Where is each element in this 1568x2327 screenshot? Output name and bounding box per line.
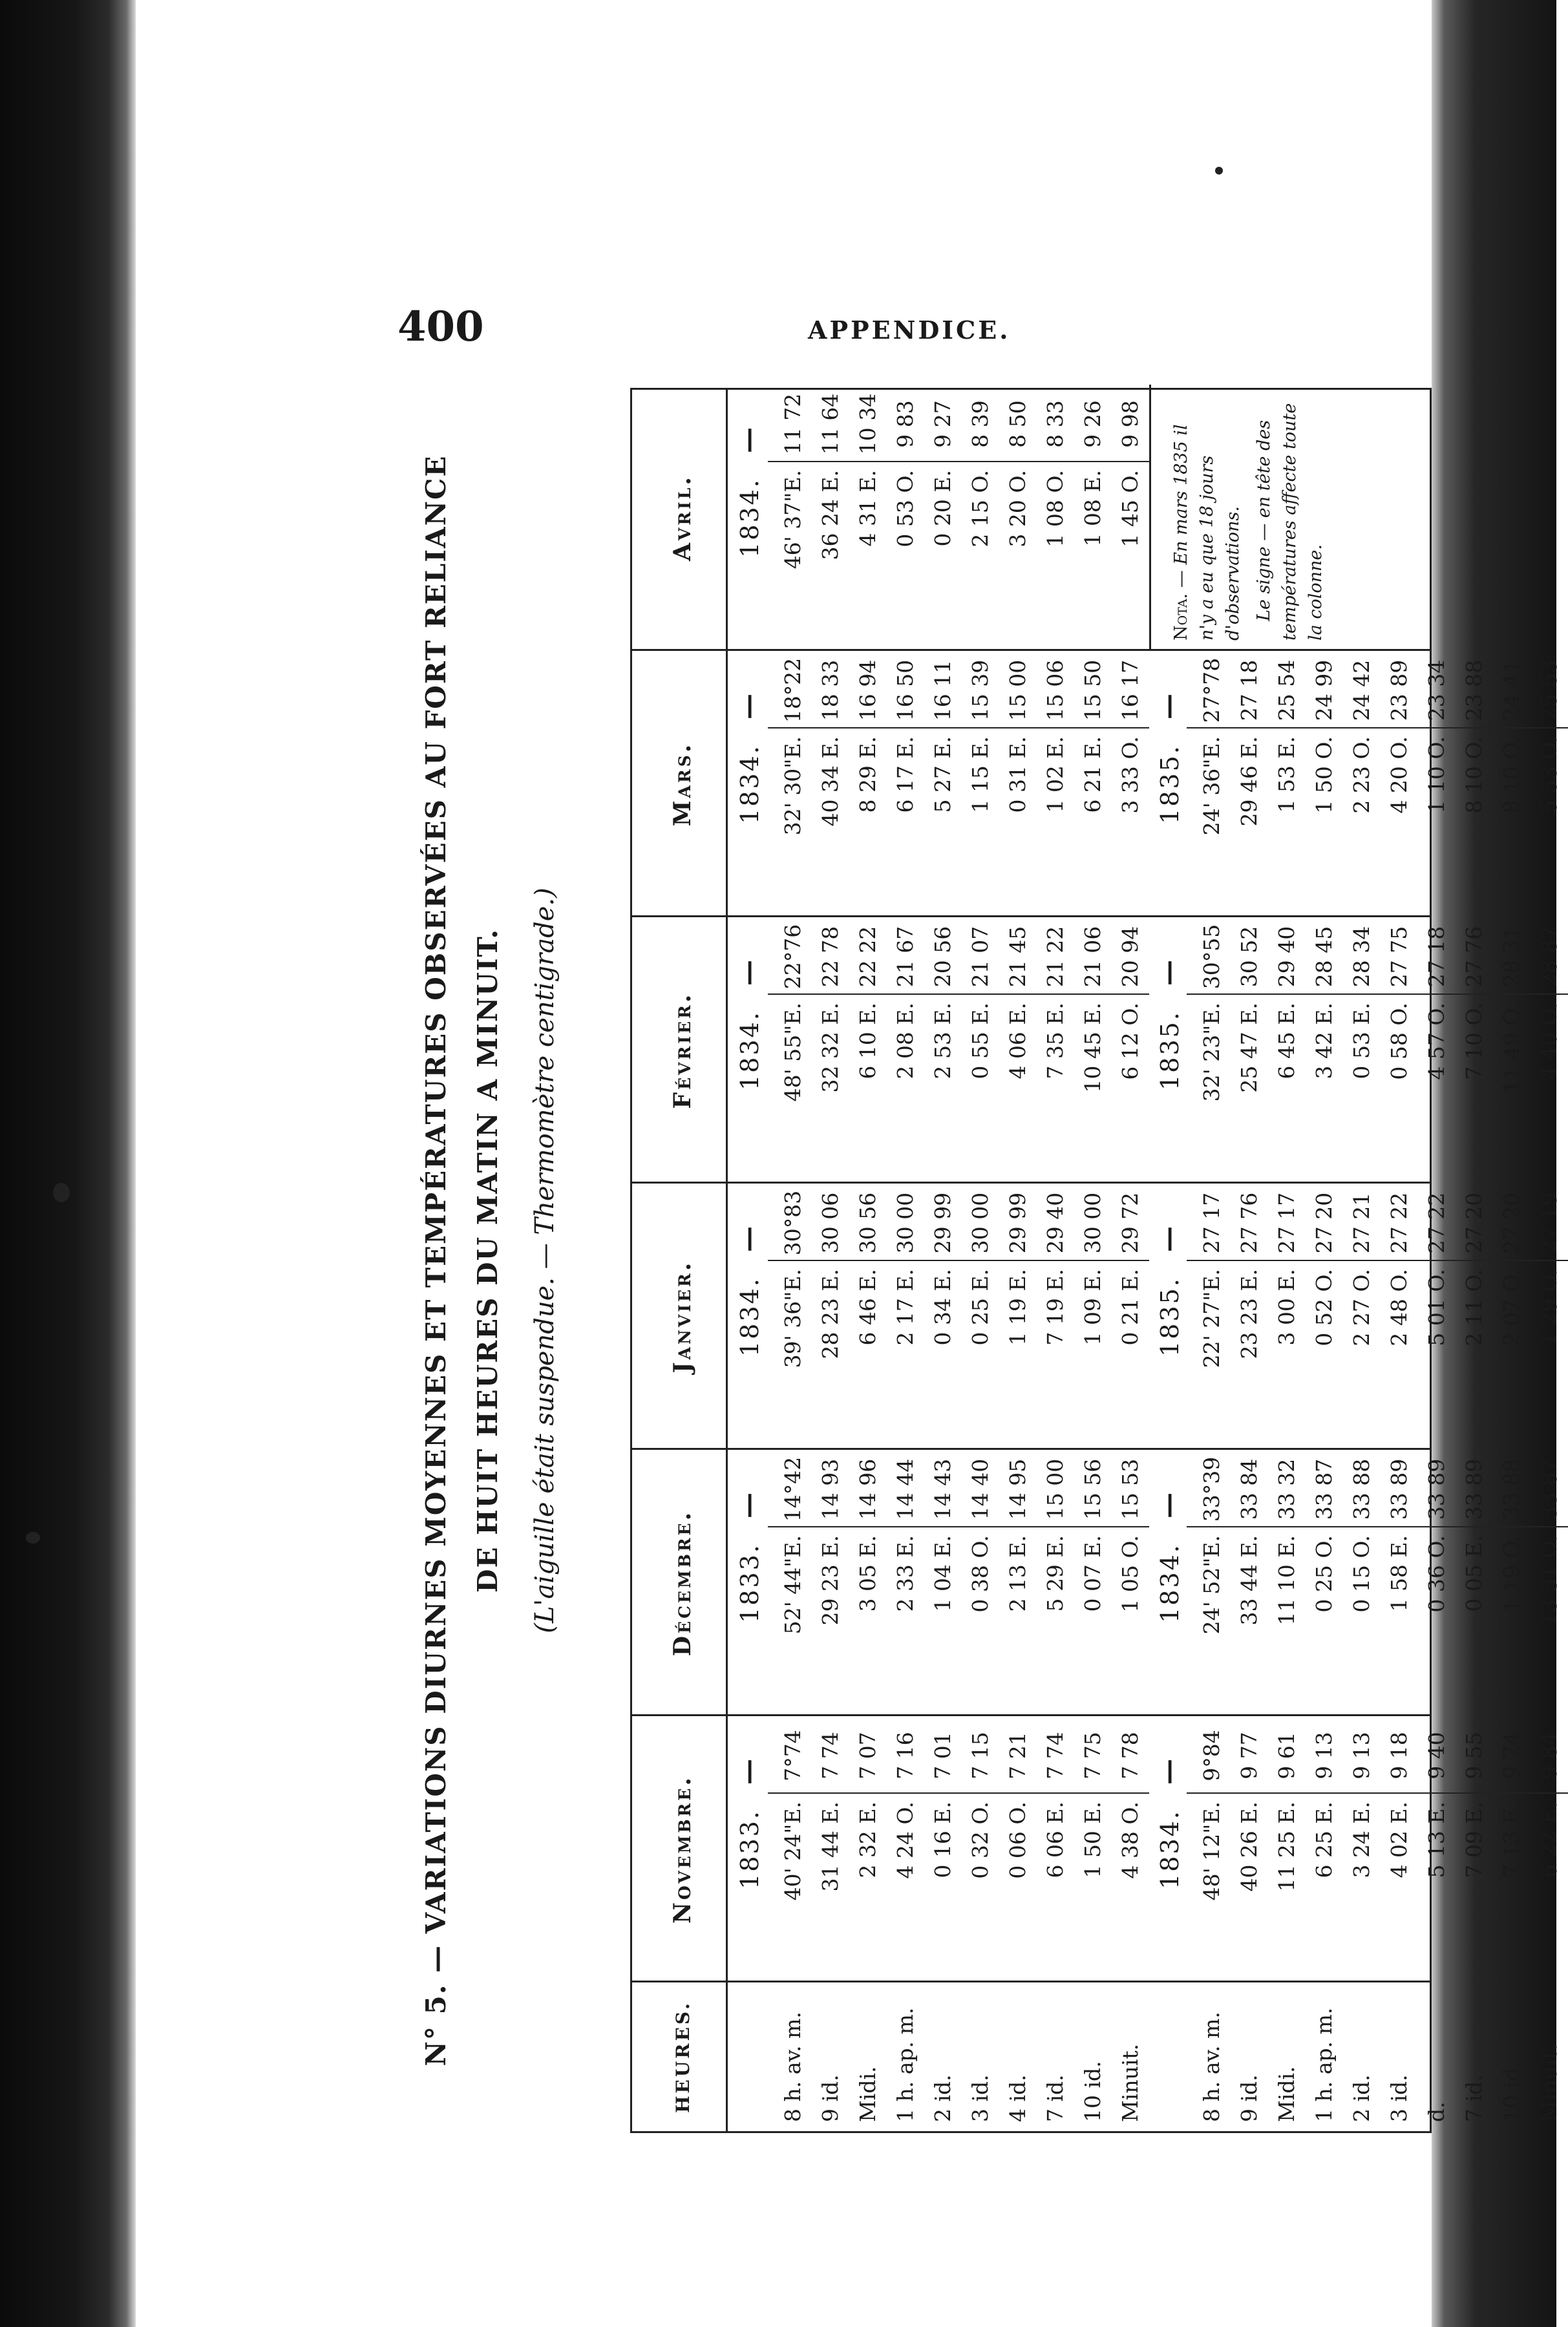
temperature-value: 23 34 [1424,659,1449,721]
declination-value: 5 13 E. [1424,1801,1449,1878]
temperature-value: 10 34 [855,393,880,455]
title-line-1: N° 5. — VARIATIONS DIURNES MOYENNES ET TEMPÉRATURES OBSERVÉES AU FORT RELIANCE [420,454,452,2067]
month-header: Mars. [669,741,696,827]
declination-value: 1 45 O. [1118,470,1143,547]
temperature-value: 14 96 [855,1458,880,1520]
declination-value: 5 27 E. [930,736,955,813]
temperature-value: 22 22 [855,926,880,988]
declination-value: 8 10 O. [1499,736,1524,814]
temperature-value: 29 99 [930,1192,955,1254]
declination-value: 0 16 E. [930,1801,955,1878]
rotated-table-block [401,388,1562,2133]
temperature-value: 7 07 [855,1732,880,1780]
temperature-value: 14 93 [818,1458,843,1520]
temperature-value: 25 53 [1536,659,1562,721]
declination-value: 2 32 E. [855,1801,880,1878]
hour-label: Midi. [1274,2066,1299,2122]
temperature-value: 9 55 [1461,1732,1487,1780]
temperature-value: 16 50 [893,659,918,721]
declination-value: 8 29 E. [855,736,880,813]
declination-value: 1 19 O. [1499,1535,1524,1613]
hour-label: 3 id. [1386,2074,1412,2122]
temperature-value: 18°22 [780,657,805,723]
temperature-value: 30 06 [818,1192,843,1254]
temperature-value: 9 84 [1536,1732,1562,1780]
temperature-value: 30 00 [968,1192,993,1254]
year-label: 1834. [736,478,764,558]
temperature-value: 23 89 [1386,659,1412,721]
temperature-value: 30 00 [893,1192,918,1254]
temperature-value: 27°78 [1199,657,1224,723]
temperature-value: 9°84 [1199,1730,1224,1781]
month-header: Janvier. [669,1260,696,1374]
temperature-value: 20 94 [1118,926,1143,988]
temperature-divider [768,461,1149,462]
hour-label: 4 id. [1005,2074,1030,2122]
declination-value: 3 33 O. [1118,736,1143,814]
hour-label: Minuit. [1118,2043,1143,2122]
hour-label: 3 id. [968,2074,993,2122]
temperature-value: 22°76 [780,924,805,990]
temperature-sign-dash: — [733,960,763,986]
declination-value: 4 02 E. [1386,1801,1412,1878]
temperature-value: 29 72 [1118,1192,1143,1254]
declination-value: 24' 36"E. [1199,736,1224,836]
temperature-value: 9 98 [1118,400,1143,448]
temperature-value: 27 76 [1236,1192,1262,1254]
hour-label: d. [1424,2101,1449,2122]
temperature-value: 30°55 [1199,924,1224,990]
hour-label: 8 h. av. m. [1199,2012,1224,2122]
temperature-value: 7 74 [1043,1732,1068,1780]
hour-label: Minuit. [1536,2043,1562,2122]
temperature-value: 27 20 [1461,1192,1487,1254]
temperature-value: 27 22 [1386,1192,1412,1254]
temperature-value: 9 18 [1386,1732,1412,1780]
hour-label: 7 id. [1043,2074,1068,2122]
temperature-value: 27 75 [1386,926,1412,988]
declination-value: 4 06 E. [1005,1003,1030,1079]
declination-value: 4 38 O. [1118,1801,1143,1879]
declination-value: 10 45 E. [1080,1003,1105,1093]
temperature-value: 33 89 [1386,1458,1412,1520]
temperature-value: 33 84 [1236,1458,1262,1520]
temperature-value: 33 87 [1536,1458,1562,1520]
temperature-value: 21 06 [1080,926,1105,988]
temperature-value: 30 00 [1080,1192,1105,1254]
temperature-value: 16 17 [1118,659,1143,721]
table-note [1169,394,1329,641]
temperature-value: 8 50 [1005,400,1030,448]
temperature-divider [1187,993,1568,995]
temperature-value: 28 45 [1311,926,1337,988]
declination-value: 2 33 E. [893,1535,918,1612]
declination-value: 1 58 E. [1386,1535,1412,1612]
declination-value: 2 13 E. [1005,1535,1030,1612]
declination-value: 7 09 E. [1461,1801,1487,1878]
declination-value: 4 24 O. [893,1801,918,1879]
temperature-value: 33 88 [1499,1458,1524,1520]
temperature-sign-dash: — [733,694,763,719]
declination-value: 0 15 O. [1349,1535,1374,1613]
note-rule [1149,385,1151,651]
temperature-divider [768,727,1149,728]
temperature-value: 24 41 [1499,659,1524,721]
hour-label: 9 id. [1236,2074,1262,2122]
declination-value: 23 23 E. [1236,1269,1262,1359]
declination-value: 6 10 E. [855,1003,880,1079]
declination-value: 6 12 O. [1118,1003,1143,1080]
ink-speck [53,1183,70,1202]
declination-value: 2 08 E. [893,1003,918,1079]
temperature-value: 28 34 [1349,926,1374,988]
declination-value: 40 26 E. [1236,1801,1262,1892]
declination-value: 4 57 O. [1424,1003,1449,1080]
temperature-value: 25 54 [1274,659,1299,721]
temperature-value: 7 21 [1005,1732,1030,1780]
hour-label: Midi. [855,2066,880,2122]
temperature-value: 15 53 [1118,1458,1143,1520]
declination-value: 39' 36"E. [780,1269,805,1368]
declination-value: 3 20 O. [1005,470,1030,547]
year-label: 1833. [736,1809,764,1889]
temperature-value: 11 72 [780,393,805,455]
declination-value: 24' 52"E. [1199,1535,1224,1635]
declination-value: 1 29 O. [1536,1269,1562,1346]
temperature-value: 16 11 [930,659,955,721]
declination-value: 11 10 E. [1274,1535,1299,1626]
declination-value: 1 19 E. [1005,1269,1030,1346]
temperature-value: 21 22 [1043,926,1068,988]
declination-value: 2 53 E. [930,1003,955,1079]
temperature-value: 27 20 [1311,1192,1337,1254]
temperature-value: 33 88 [1349,1458,1374,1520]
temperature-divider [768,1792,1149,1794]
temperature-value: 33 89 [1461,1458,1487,1520]
declination-value: 1 08 O. [1043,470,1068,547]
declination-value: 0 53 O. [893,470,918,547]
declination-value: 6 22 E. [1536,1801,1562,1878]
declination-value: 48' 12"E. [1199,1801,1224,1901]
year-label: 1834. [1156,1809,1184,1889]
temperature-value: 7 75 [1080,1732,1105,1780]
temperature-value: 27 17 [1274,1192,1299,1254]
hour-label: 10 id. [1499,2061,1524,2122]
note-label: Nota. [1171,588,1191,641]
declination-value: 0 07 E. [1080,1535,1105,1612]
declination-value: 4 31 E. [855,470,880,547]
declination-value: 0 32 O. [968,1801,993,1879]
declination-value: 0 20 E. [930,470,955,547]
temperature-value: 14 95 [1005,1458,1030,1520]
temperature-value: 14 44 [893,1458,918,1520]
temperature-value: 9 26 [1080,400,1105,448]
declination-value: 0 38 O. [968,1535,993,1613]
declination-value: 2 07 O. [1499,1269,1524,1346]
temperature-value: 9 13 [1311,1732,1337,1780]
temperature-value: 33 87 [1311,1458,1337,1520]
temperature-value: 33 32 [1274,1458,1299,1520]
temperature-value: 30 52 [1236,926,1262,988]
temperature-value: 9 74 [1499,1732,1524,1780]
declination-value: 6 46 E. [855,1269,880,1346]
declination-value: 31 44 E. [818,1801,843,1892]
temperature-divider [768,993,1149,995]
declination-value: 0 58 O. [1386,1003,1412,1080]
year-label: 1833. [736,1543,764,1623]
running-head: APPENDICE. [808,315,1011,345]
declination-value: 0 36 O. [1424,1535,1449,1613]
temperature-value: 33 89 [1424,1458,1449,1520]
declination-value: 32' 23"E. [1199,1003,1224,1102]
declination-value: 7 19 E. [1043,1269,1068,1346]
temperature-value: 9 61 [1274,1732,1299,1780]
temperature-value: 7 74 [818,1732,843,1780]
declination-value: 6 45 E. [1274,1003,1299,1079]
temperature-sign-dash: — [1153,1493,1183,1518]
declination-value: 1 53 E. [1274,736,1299,813]
year-label: 1834. [736,744,764,824]
declination-value: 11 25 E. [1274,1801,1299,1892]
declination-value: 40 34 E. [818,736,843,827]
declination-value: 0 31 E. [1005,736,1030,813]
temperature-value: 15 00 [1005,659,1030,721]
temperature-value: 29 40 [1274,926,1299,988]
temperature-value: 29 99 [1005,1192,1030,1254]
temperature-sign-dash: — [733,1759,763,1785]
declination-value: 8 10 O. [1461,736,1487,814]
temperature-sign-dash: — [1153,1226,1183,1252]
year-label: 1834. [736,1010,764,1090]
declination-value: 5 01 O. [1424,1269,1449,1346]
temperature-value: 30 56 [855,1192,880,1254]
temperature-sign-dash: — [733,427,763,453]
temperature-value: 7 78 [1118,1732,1143,1780]
declination-value: 32 32 E. [818,1003,843,1093]
month-header: Décembre. [669,1509,696,1657]
declination-value: 22' 27"E. [1199,1269,1224,1368]
temperature-value: 30°83 [780,1190,805,1256]
declination-value: 4 20 O. [1386,736,1412,814]
declination-value: 2 11 O. [1461,1269,1487,1346]
temperature-value: 21 45 [1005,926,1030,988]
temperature-value: 9 40 [1424,1732,1449,1780]
hour-label: 7 id. [1461,2074,1487,2122]
declination-value: 2 23 O. [1349,736,1374,814]
temperature-value: 7°74 [780,1730,805,1781]
temperature-value: 16 94 [855,659,880,721]
declination-value: 1 50 O. [1311,736,1337,814]
month-header: Avril. [669,474,696,561]
page-number: 400 [397,303,484,351]
hour-label: 2 id. [930,2074,955,2122]
declination-value: 4 40 O. [1536,1003,1562,1080]
declination-value: 2 17 E. [893,1269,918,1346]
year-label: 1834. [1156,1543,1184,1623]
declination-value: 29 46 E. [1236,736,1262,827]
temperature-value: 7 01 [930,1732,955,1780]
temperature-value: 27 19 [1536,1192,1562,1254]
header-rule [726,390,728,2131]
temperature-value: 23 88 [1461,659,1487,721]
temperature-value: 27 18 [1424,926,1449,988]
hour-label: 8 h. av. m. [780,2012,805,2122]
declination-value: 1 02 E. [1043,736,1068,813]
temperature-value: 29 40 [1043,1192,1068,1254]
temperature-value: 27 18 [1236,659,1262,721]
temperature-value: 14 40 [968,1458,993,1520]
declination-value: 0 55 E. [968,1003,993,1079]
temperature-divider [768,1526,1149,1527]
temperature-value: 28 87 [1536,926,1562,988]
title-line-2: DE HUIT HEURES DU MATIN A MINUIT. [472,928,503,1593]
hours-column-header: HEURES. [672,2001,694,2113]
declination-value: 3 05 E. [855,1535,880,1612]
declination-value: 0 52 O. [1311,1269,1337,1346]
declination-value: 2 15 O. [968,470,993,547]
temperature-value: 8 33 [1043,400,1068,448]
temperature-value: 14°42 [780,1456,805,1522]
declination-value: 25 47 E. [1236,1003,1262,1093]
temperature-value: 15 56 [1080,1458,1105,1520]
temperature-value: 27 21 [1349,1192,1374,1254]
year-label: 1835. [1156,744,1184,824]
declination-value: 6 25 E. [1311,1801,1337,1878]
temperature-divider [1187,1526,1568,1527]
temperature-value: 15 00 [1043,1458,1068,1520]
declination-value: 0 53 E. [1349,1003,1374,1079]
temperature-divider [768,1260,1149,1261]
temperature-value: 9 83 [893,400,918,448]
temperature-value: 22 78 [818,926,843,988]
declination-value: 48' 55"E. [780,1003,805,1102]
temperature-value: 9 27 [930,400,955,448]
temperature-value: 18 33 [818,659,843,721]
year-label: 1834. [736,1277,764,1357]
declination-value: 1 50 E. [1080,1801,1105,1878]
temperature-divider [1187,727,1568,728]
temperature-divider [1187,1792,1568,1794]
declination-value: 1 05 O. [1118,1535,1143,1613]
declination-value: 7 35 E. [1043,1003,1068,1079]
hour-label: 9 id. [818,2074,843,2122]
temperature-value: 33°39 [1199,1456,1224,1522]
declination-value: 2 48 O. [1386,1269,1412,1346]
declination-value: 1 10 O. [1424,736,1449,814]
declination-value: 3 00 E. [1274,1269,1299,1346]
temperature-value: 20 56 [930,926,955,988]
ink-speck [26,1532,40,1544]
temperature-value: 11 64 [818,393,843,455]
temperature-value: 7 16 [893,1732,918,1780]
declination-value: 0 05 E. [1461,1535,1487,1612]
declination-value: 1 15 E. [968,736,993,813]
temperature-value: 9 13 [1349,1732,1374,1780]
declination-value: 1 08 E. [1080,470,1105,547]
declination-value: 6 17 E. [893,736,918,813]
year-label: 1835. [1156,1277,1184,1357]
temperature-value: 7 15 [968,1732,993,1780]
hour-label: 10 id. [1080,2061,1105,2122]
declination-value: 7 10 O. [1461,1003,1487,1080]
temperature-value: 21 07 [968,926,993,988]
temperature-value: 27 76 [1461,926,1487,988]
declination-value: 32' 30"E. [780,736,805,836]
temperature-divider [1187,1260,1568,1261]
month-header: Février. [669,992,696,1109]
declination-value: 1 04 E. [930,1535,955,1612]
declination-value: 36 24 E. [818,470,843,560]
scan-left-border [0,0,136,2327]
declination-value: 0 06 O. [1005,1801,1030,1879]
hour-label: 1 h. ap. m. [893,2007,918,2122]
title-line-3: (L'aiguille était suspendue. — Thermomètre centigrade.) [530,887,560,1633]
declination-value: 28 23 E. [818,1269,843,1359]
declination-value: 33 44 E. [1236,1535,1262,1626]
declination-value: 46' 37"E. [780,470,805,569]
declination-value: 0 21 E. [1118,1269,1143,1346]
temperature-value: 28 31 [1499,926,1524,988]
declination-value: 3 42 E. [1311,1003,1337,1079]
declination-value: 0 25 O. [1311,1535,1337,1613]
temperature-sign-dash: — [733,1226,763,1252]
temperature-sign-dash: — [1153,960,1183,986]
ink-speck [1215,167,1223,175]
table-title [401,388,614,2133]
temperature-value: 15 06 [1043,659,1068,721]
declination-value: 2 27 O. [1349,1269,1374,1346]
declination-value: 6 21 E. [1080,736,1105,813]
declination-value: 1 09 E. [1080,1269,1105,1346]
year-label: 1835. [1156,1010,1184,1090]
temperature-sign-dash: — [1153,1759,1183,1785]
temperature-value: 27 22 [1424,1192,1449,1254]
temperature-value: 24 99 [1311,659,1337,721]
temperature-value: 8 39 [968,400,993,448]
note-line-1: — En mars 1835 il n'y a eu que 18 jours d'observations. [1171,424,1243,641]
declination-value: 0 25 E. [968,1269,993,1346]
temperature-sign-dash: — [1153,694,1183,719]
declination-value: 29 23 E. [818,1535,843,1626]
temperature-value: 24 42 [1349,659,1374,721]
declination-value: 40' 24"E. [780,1801,805,1901]
declination-value: 3 24 E. [1349,1801,1374,1878]
temperature-sign-dash: — [733,1493,763,1518]
declination-value: 52' 44"E. [780,1535,805,1635]
temperature-value: 15 39 [968,659,993,721]
hour-label: 2 id. [1349,2074,1374,2122]
temperature-value: 14 43 [930,1458,955,1520]
declination-value: 11 49 O. [1499,1003,1524,1094]
temperature-value: 27 20 [1499,1192,1524,1254]
declination-value: 0 34 E. [930,1269,955,1346]
temperature-value: 27 17 [1199,1192,1224,1254]
observations-table [630,388,1562,2133]
declination-value: 13 31 O. [1536,1535,1562,1626]
hour-label: 1 h. ap. m. [1311,2007,1337,2122]
declination-value: 5 29 E. [1043,1535,1068,1612]
temperature-value: 21 67 [893,926,918,988]
declination-value: 7 13 E. [1499,1801,1524,1878]
note-line-2: Le signe — en tête des températures affecte toute la colonne. [1254,403,1326,641]
temperature-value: 9 77 [1236,1732,1262,1780]
temperature-value: 15 50 [1080,659,1105,721]
month-header: Novembre. [669,1775,696,1924]
declination-value: 5 53 O. [1536,736,1562,814]
declination-value: 6 06 E. [1043,1801,1068,1878]
